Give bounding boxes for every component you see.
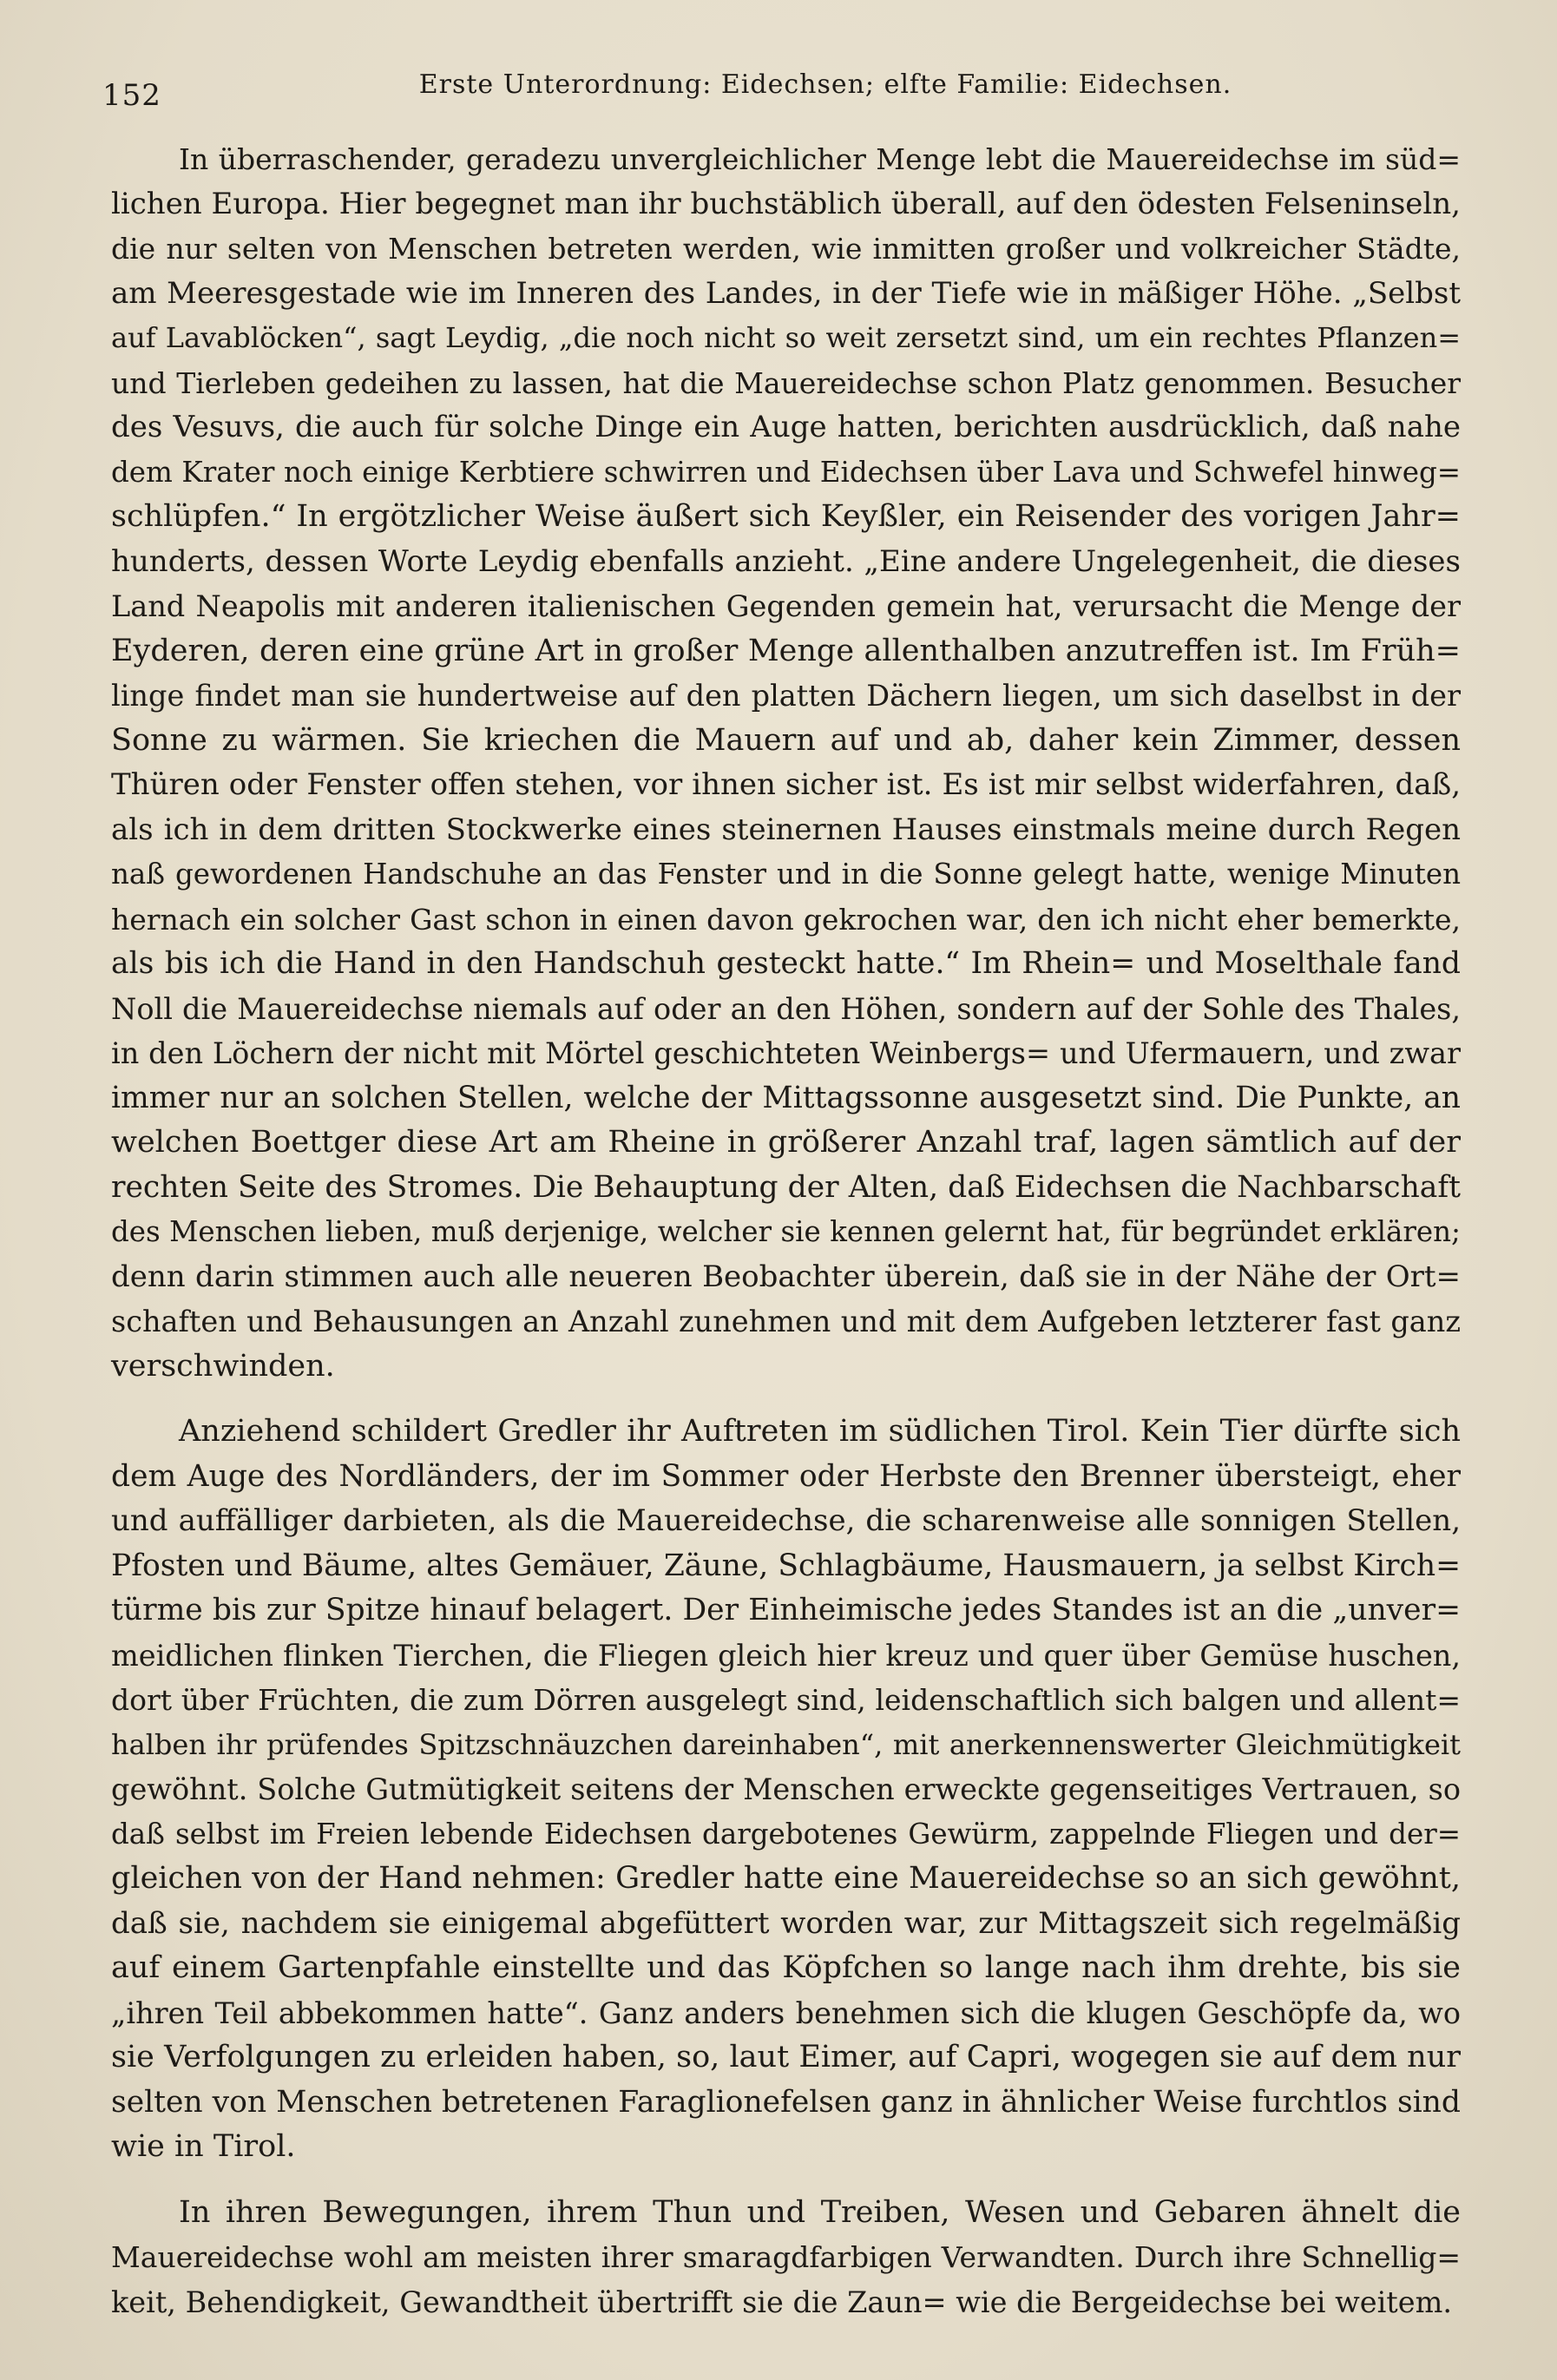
text-line: lichen Europa. Hier begegnet man ihr buchstäblich überall, auf den ödesten Felseninseln, <box>111 186 1461 221</box>
text-line: daß selbst im Freien lebende Eidechsen dargebotenes Gewürm, zappelnde Fliegen und der= <box>111 1817 1461 1851</box>
text-line: Anziehend schildert Gredler ihr Auftreten im südlichen Tirol. Kein Tier dürfte sich <box>179 1414 1461 1449</box>
text-line: türme bis zur Spitze hinauf belagert. Der Einheimische jedes Standes ist an die „unver= <box>111 1593 1461 1627</box>
text-line: keit, Behendigkeit, Gewandtheit übertrifft sie die Zaun= wie die Bergeidechse bei weitem. <box>111 2285 1453 2319</box>
text-line: In ihren Bewegungen, ihrem Thun und Treiben, Wesen und Gebaren ähnelt die <box>179 2194 1461 2230</box>
text-line: als ich in dem dritten Stockwerke eines steinernen Hauses einstmals meine durch Regen <box>111 812 1461 847</box>
text-line: die nur selten von Menschen betreten werden, wie inmitten großer und volkreicher Städte, <box>111 232 1461 266</box>
text-line: meidlichen flinken Tierchen, die Fliegen gleich hier kreuz und quer über Gemüse huschen, <box>111 1638 1461 1673</box>
text-line: verschwinden. <box>111 1348 335 1384</box>
text-line: rechten Seite des Stromes. Die Behauptung der Alten, daß Eidechsen die Nachbarschaft <box>111 1169 1461 1205</box>
text-line: und auffälliger darbieten, als die Mauereidechse, die scharenweise alle sonnigen Stellen, <box>111 1503 1461 1538</box>
text-line: des Menschen lieben, muß derjenige, welcher sie kennen gelernt hat, für begründet erklären; <box>111 1215 1461 1248</box>
paragraph <box>111 137 1461 1389</box>
text-line: In überraschender, geradezu unvergleichlicher Menge lebt die Mauereidechse im süd= <box>179 142 1461 176</box>
text-line: linge findet man sie hundertweise auf den platten Dächern liegen, um sich daselbst in der <box>111 679 1461 713</box>
text-line: immer nur an solchen Stellen, welche der Mittagssonne ausgesetzt sind. Die Punkte, an <box>111 1080 1461 1115</box>
body-text <box>111 137 1461 2324</box>
paragraph-gap <box>111 2170 1461 2191</box>
text-line: auf einem Gartenpfahle einstellte und das Köpfchen so lange nach ihm drehte, bis sie <box>111 1950 1461 1985</box>
text-line: hernach ein solcher Gast schon in einen davon gekrochen war, den ich nicht eher bemerkte, <box>111 902 1461 937</box>
running-title: Erste Unterordnung: Eidechsen; elfte Familie: Eidechsen. <box>418 69 1232 100</box>
text-line: selten von Menschen betretenen Faraglionefelsen ganz in ähnlicher Weise furchtlos sind <box>111 2084 1461 2120</box>
text-line: schaften und Behausungen an Anzahl zunehmen und mit dem Aufgeben letzterer fast ganz <box>111 1305 1461 1338</box>
text-line: schlüpfen.“ In ergötzlicher Weise äußert sich Keyßler, ein Reisender des vorigen Jahr= <box>111 499 1461 534</box>
text-line: Eyderen, deren eine grüne Art in großer Menge allenthalben anzutreffen ist. Im Früh= <box>111 633 1461 668</box>
text-line: daß sie, nachdem sie einigemal abgefüttert worden war, zur Mittagszeit sich regelmäßig <box>111 1905 1461 1941</box>
text-line: Land Neapolis mit anderen italienischen Gegenden gemein hat, verursacht die Menge der <box>111 589 1461 623</box>
text-line: als bis ich die Hand in den Handschuh gesteckt hatte.“ Im Rhein= und Moselthale fand <box>111 946 1461 981</box>
text-line: wie in Tirol. <box>111 2129 296 2164</box>
page-number: 152 <box>102 78 161 113</box>
text-line: Thüren oder Fenster offen stehen, vor ihnen sicher ist. Es ist mir selbst widerfahren, daß, <box>111 767 1461 802</box>
text-line: gleichen von der Hand nehmen: Gredler hatte eine Mauereidechse so an sich gewöhnt, <box>111 1861 1461 1896</box>
text-line: dort über Früchten, die zum Dörren ausgelegt sind, leidenschaftlich sich balgen und allent= <box>111 1683 1461 1717</box>
text-line: hunderts, dessen Worte Leydig ebenfalls anzieht. „Eine andere Ungelegenheit, die dieses <box>111 543 1461 579</box>
text-line: auf Lavablöcken“, sagt Leydig, „die noch nicht so weit zersetzt sind, um ein rechtes Pflanzen= <box>111 321 1461 354</box>
text-line: welchen Boettger diese Art am Rheine in größerer Anzahl traf, lagen sämtlich auf der <box>111 1125 1461 1160</box>
paragraph <box>111 2191 1461 2325</box>
text-line: dem Krater noch einige Kerbtiere schwirren und Eidechsen über Lava und Schwefel hinweg= <box>111 455 1461 489</box>
text-line: „ihren Teil abbekommen hatte“. Ganz anders benehmen sich die klugen Geschöpfe da, wo <box>111 1995 1461 2030</box>
text-line: Sonne zu wärmen. Sie kriechen die Mauern auf und ab, daher kein Zimmer, dessen <box>111 722 1461 758</box>
text-line: dem Auge des Nordländers, der im Sommer oder Herbste den Brenner übersteigt, eher <box>111 1458 1461 1494</box>
text-line: sie Verfolgungen zu erleiden haben, so, laut Eimer, auf Capri, wogegen sie auf dem nur <box>111 2040 1461 2074</box>
paragraph-gap <box>111 1389 1461 1410</box>
text-line: und Tierleben gedeihen zu lassen, hat die Mauereidechse schon Platz genommen. Besucher <box>111 365 1461 400</box>
paragraph <box>111 1410 1461 2170</box>
text-line: Mauereidechse wohl am meisten ihrer smaragdfarbigen Verwandten. Durch ihre Schnellig= <box>111 2240 1461 2274</box>
text-line: naß gewordenen Handschuhe an das Fenster und in die Sonne gelegt hatte, wenige Minuten <box>111 858 1461 891</box>
text-line: gewöhnt. Solche Gutmütigkeit seitens der Menschen erweckte gegenseitiges Vertrauen, so <box>111 1772 1461 1806</box>
text-line: Pfosten und Bäume, altes Gemäuer, Zäune, Schlagbäume, Hausmauern, ja selbst Kirch= <box>111 1548 1461 1583</box>
text-line: in den Löchern der nicht mit Mörtel geschichteten Weinbergs= und Ufermauern, und zwar <box>111 1036 1461 1070</box>
text-line: am Meeresgestade wie im Inneren des Landes, in der Tiefe wie in mäßiger Höhe. „Selbst <box>111 275 1461 311</box>
text-line: denn darin stimmen auch alle neueren Beobachter überein, daß sie in der Nähe der Ort= <box>111 1259 1461 1294</box>
text-line: Noll die Mauereidechse niemals auf oder an den Höhen, sondern auf der Sohle des Thales, <box>111 991 1461 1026</box>
running-head <box>102 52 1470 113</box>
text-line: halben ihr prüfendes Spitzschnäuzchen dareinhaben“, mit anerkennenswerter Gleichmütigkeit <box>111 1727 1461 1761</box>
text-line: des Vesuvs, die auch für solche Dinge ein Auge hatten, berichten ausdrücklich, daß nahe <box>111 410 1461 444</box>
